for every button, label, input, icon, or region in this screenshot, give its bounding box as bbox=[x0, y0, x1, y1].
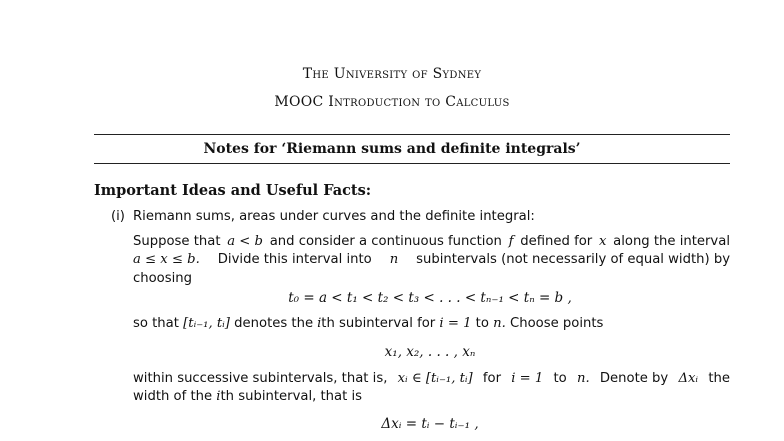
para3-text-a: within successive subintervals, that is, bbox=[133, 371, 388, 386]
university-name: The University of Sydney bbox=[302, 66, 482, 82]
index-i-2: i bbox=[216, 389, 221, 404]
para1-text-d: along the interval bbox=[613, 234, 730, 249]
range-start-2: i = 1 bbox=[511, 371, 544, 386]
section-heading: Important Ideas and Useful Facts: bbox=[94, 182, 372, 199]
para1-text-a: Suppose that bbox=[133, 234, 221, 249]
index-i: i bbox=[317, 316, 322, 331]
para1-line2 bbox=[133, 252, 730, 267]
para2-text-c: th subinterval for bbox=[321, 316, 436, 331]
para2-line bbox=[133, 316, 603, 331]
para3-text-g: th subinterval, that is bbox=[220, 389, 363, 404]
delta-x: Δxᵢ bbox=[678, 371, 699, 386]
cond-a-lt-b: a < b bbox=[227, 234, 263, 249]
para1-text-b: and consider a continuous function bbox=[269, 234, 502, 249]
partition-equation: t₀ = a < t₁ < t₂ < t₃ < . . . < tₙ₋₁ < tₙ = b , bbox=[288, 290, 572, 306]
para3-text-f: width of the bbox=[133, 389, 213, 404]
item-title: Riemann sums, areas under curves and the definite integral: bbox=[133, 209, 535, 224]
para3-text-b: for bbox=[482, 371, 502, 386]
para2-text-b: denotes the bbox=[234, 316, 314, 331]
width-equation: Δxᵢ = tᵢ − tᵢ₋₁ , bbox=[381, 416, 479, 432]
variable-n: n bbox=[389, 252, 399, 267]
range-end: n. bbox=[493, 316, 506, 331]
course-title: MOOC Introduction to Calculus bbox=[274, 94, 510, 110]
para2-text-d: to bbox=[475, 316, 489, 331]
para3-text-e: the bbox=[708, 371, 730, 386]
top-rule bbox=[94, 134, 730, 135]
item-label: (i) bbox=[111, 209, 125, 224]
membership: xᵢ ∈ [tᵢ₋₁, tᵢ] bbox=[397, 371, 473, 386]
para2-text-a: so that bbox=[133, 316, 179, 331]
para1-line3: choosing bbox=[133, 271, 193, 286]
para1-text-c: defined for bbox=[520, 234, 593, 249]
para3-text-c: to bbox=[553, 371, 567, 386]
para1-text-e: Divide this interval into bbox=[217, 252, 372, 267]
function-f: f bbox=[508, 234, 514, 249]
interval-ineq: a ≤ x ≤ b. bbox=[133, 252, 200, 267]
range-end-2: n. bbox=[576, 371, 590, 386]
para3-line1 bbox=[133, 371, 730, 386]
para3-line2 bbox=[133, 389, 362, 404]
subinterval-notation: [tᵢ₋₁, tᵢ] bbox=[183, 316, 230, 331]
bottom-rule bbox=[94, 163, 730, 164]
para1-text-f: subintervals (not necessarily of equal width) by bbox=[416, 252, 730, 267]
range-start: i = 1 bbox=[439, 316, 472, 331]
points-equation: x₁, x₂, . . . , xₙ bbox=[384, 344, 476, 360]
para2-text-e: Choose points bbox=[510, 316, 604, 331]
para3-text-d: Denote by bbox=[599, 371, 669, 386]
notes-title: Notes for ‘Riemann sums and definite integrals’ bbox=[203, 141, 581, 157]
variable-x: x bbox=[598, 234, 607, 249]
para1-line1 bbox=[133, 234, 730, 249]
